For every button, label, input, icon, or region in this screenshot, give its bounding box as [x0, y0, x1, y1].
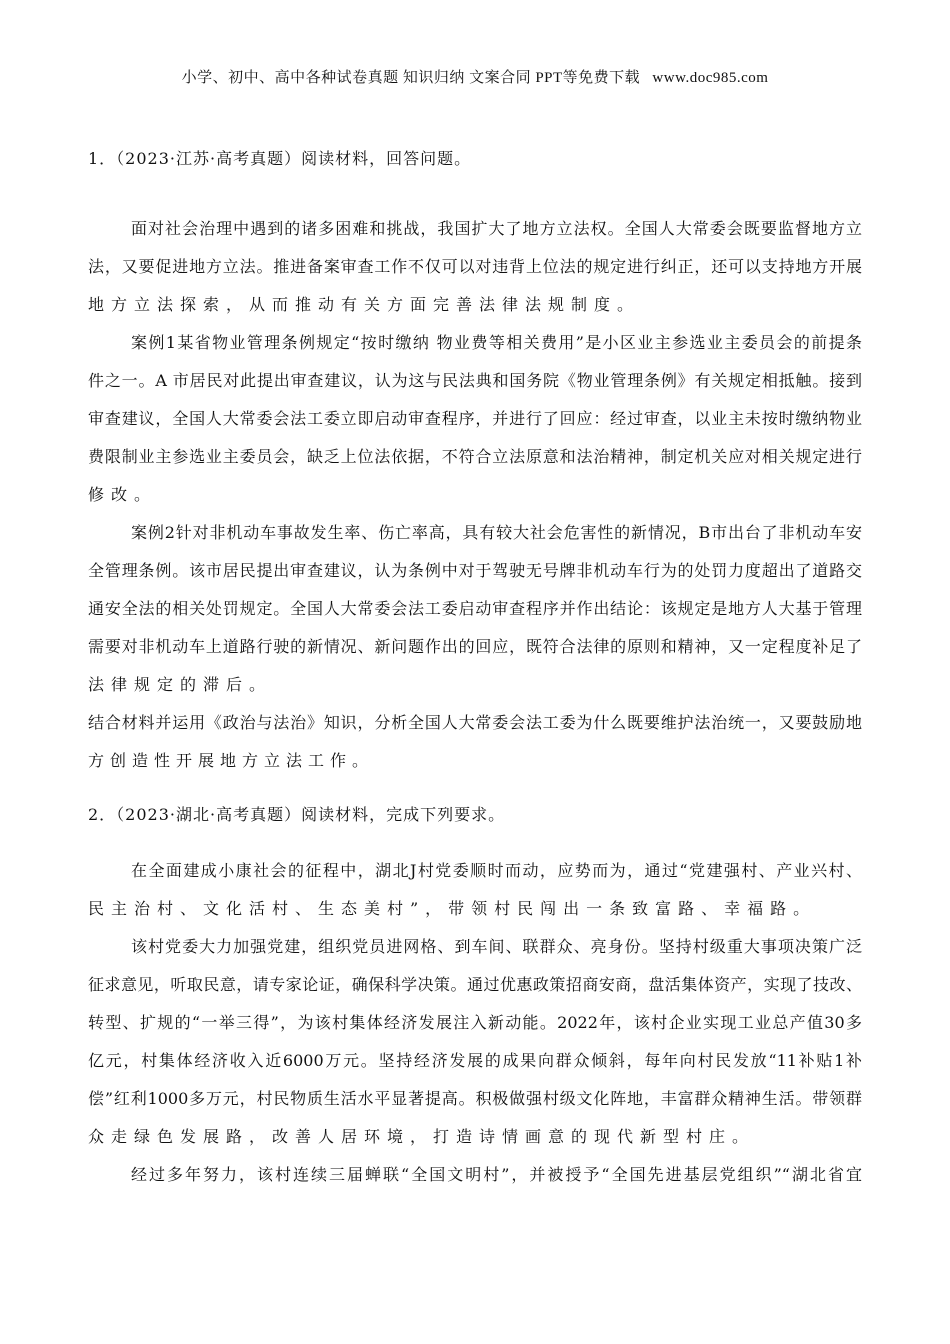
text-line: 通安全法的相关处罚规定。全国人大常委会法工委启动审查程序并作出结论：该规定是地方人大基于管理 [88, 599, 862, 618]
text-line: 全管理条例。该市居民提出审查建议，认为条例中对于驾驶无号牌非机动车行为的处罚力度超出了道路交 [88, 561, 862, 580]
text-line: 经过多年努力，该村连续三届蝉联“全国文明村”，并被授予“全国先进基层党组织”“湖北省宜 [131, 1165, 862, 1184]
text-line: 众走绿色发展路，改善人居环境，打造诗情画意的现代新型村庄。 [88, 1127, 756, 1146]
text-line: 偿”红利1000多万元，村民物质生活水平显著提高。积极做强村级文化阵地，丰富群众精神生活。带领群 [88, 1089, 862, 1108]
question-2 [88, 796, 862, 1194]
question-2-title: 2．（2023·湖北·高考真题）阅读材料，完成下列要求。 [88, 805, 506, 824]
text-line: 亿元，村集体经济收入近6000万元。坚持经济发展的成果向群众倾斜，每年向村民发放“11补贴1补 [88, 1051, 862, 1070]
text-line: 该村党委大力加强党建，组织党员进网格、到车间、联群众、亮身份。坚持村级重大事项决策广泛 [131, 937, 862, 956]
text-line: 面对社会治理中遇到的诸多困难和挑战，我国扩大了地方立法权。全国人大常委会既要监督地方立 [131, 219, 862, 238]
text-line: 法律规定的滞后。 [88, 675, 273, 694]
question-1-title: 1．（2023·江苏·高考真题）阅读材料，回答问题。 [88, 149, 472, 168]
text-line: 转型、扩规的“一举三得”，为该村集体经济发展注入新动能。2022年，该村企业实现工业总产值30多 [88, 1013, 862, 1032]
text-line: 在全面建成小康社会的征程中，湖北J村党委顺时而动，应势而为，通过“党建强村、产业兴村、 [131, 861, 862, 880]
text-line: 案例1某省物业管理条例规定“按时缴纳 物业费等相关费用”是小区业主参选业主委员会的前提条 [131, 333, 862, 352]
header-url[interactable]: www.doc985.com [652, 70, 769, 86]
text-line: 审查建议，全国人大常委会法工委立即启动审查程序，并进行了回应：经过审查，以业主未按时缴纳物业 [88, 409, 862, 428]
question-prompt: 结合材料并运用《政治与法治》知识，分析全国人大常委会法工委为什么既要维护法治统一，又要鼓励地 [88, 713, 862, 732]
text-line: 需要对非机动车上道路行驶的新情况、新问题作出的回应，既符合法律的原则和精神，又一定程度补足了 [88, 637, 862, 656]
text-line: 修改。 [88, 485, 158, 504]
text-line: 民主治村、文化活村、生态美村”，带领村民闯出一条致富路、幸福路。 [88, 899, 817, 918]
text-line: 地方立法探索，从而推动有关方面完善法律法规制度。 [88, 295, 641, 314]
question-1 [88, 140, 862, 780]
text-line: 法，又要促进地方立法。推进备案审查工作不仅可以对违背上位法的规定进行纠正，还可以支持地方开展 [88, 257, 862, 276]
text-line: 案例2针对非机动车事故发生率、伤亡率高，具有较大社会危害性的新情况，B市出台了非机动车安 [131, 523, 862, 542]
text-line: 件之一。A 市居民对此提出审查建议，认为这与民法典和国务院《物业管理条例》有关规定相抵触。接到 [88, 371, 862, 390]
header-text: 小学、初中、高中各种试卷真题 知识归纳 文案合同 PPT等免费下载 [181, 70, 641, 86]
question-prompt: 方创造性开展地方立法工作。 [88, 751, 375, 770]
text-line: 征求意见，听取民意，请专家论证，确保科学决策。通过优惠政策招商安商，盘活集体资产，实现了技改、 [88, 975, 862, 994]
text-line: 费限制业主参选业主委员会，缺乏上位法依据，不符合立法原意和法治精神，制定机关应对相关规定进行 [88, 447, 862, 466]
page-header [0, 66, 950, 87]
